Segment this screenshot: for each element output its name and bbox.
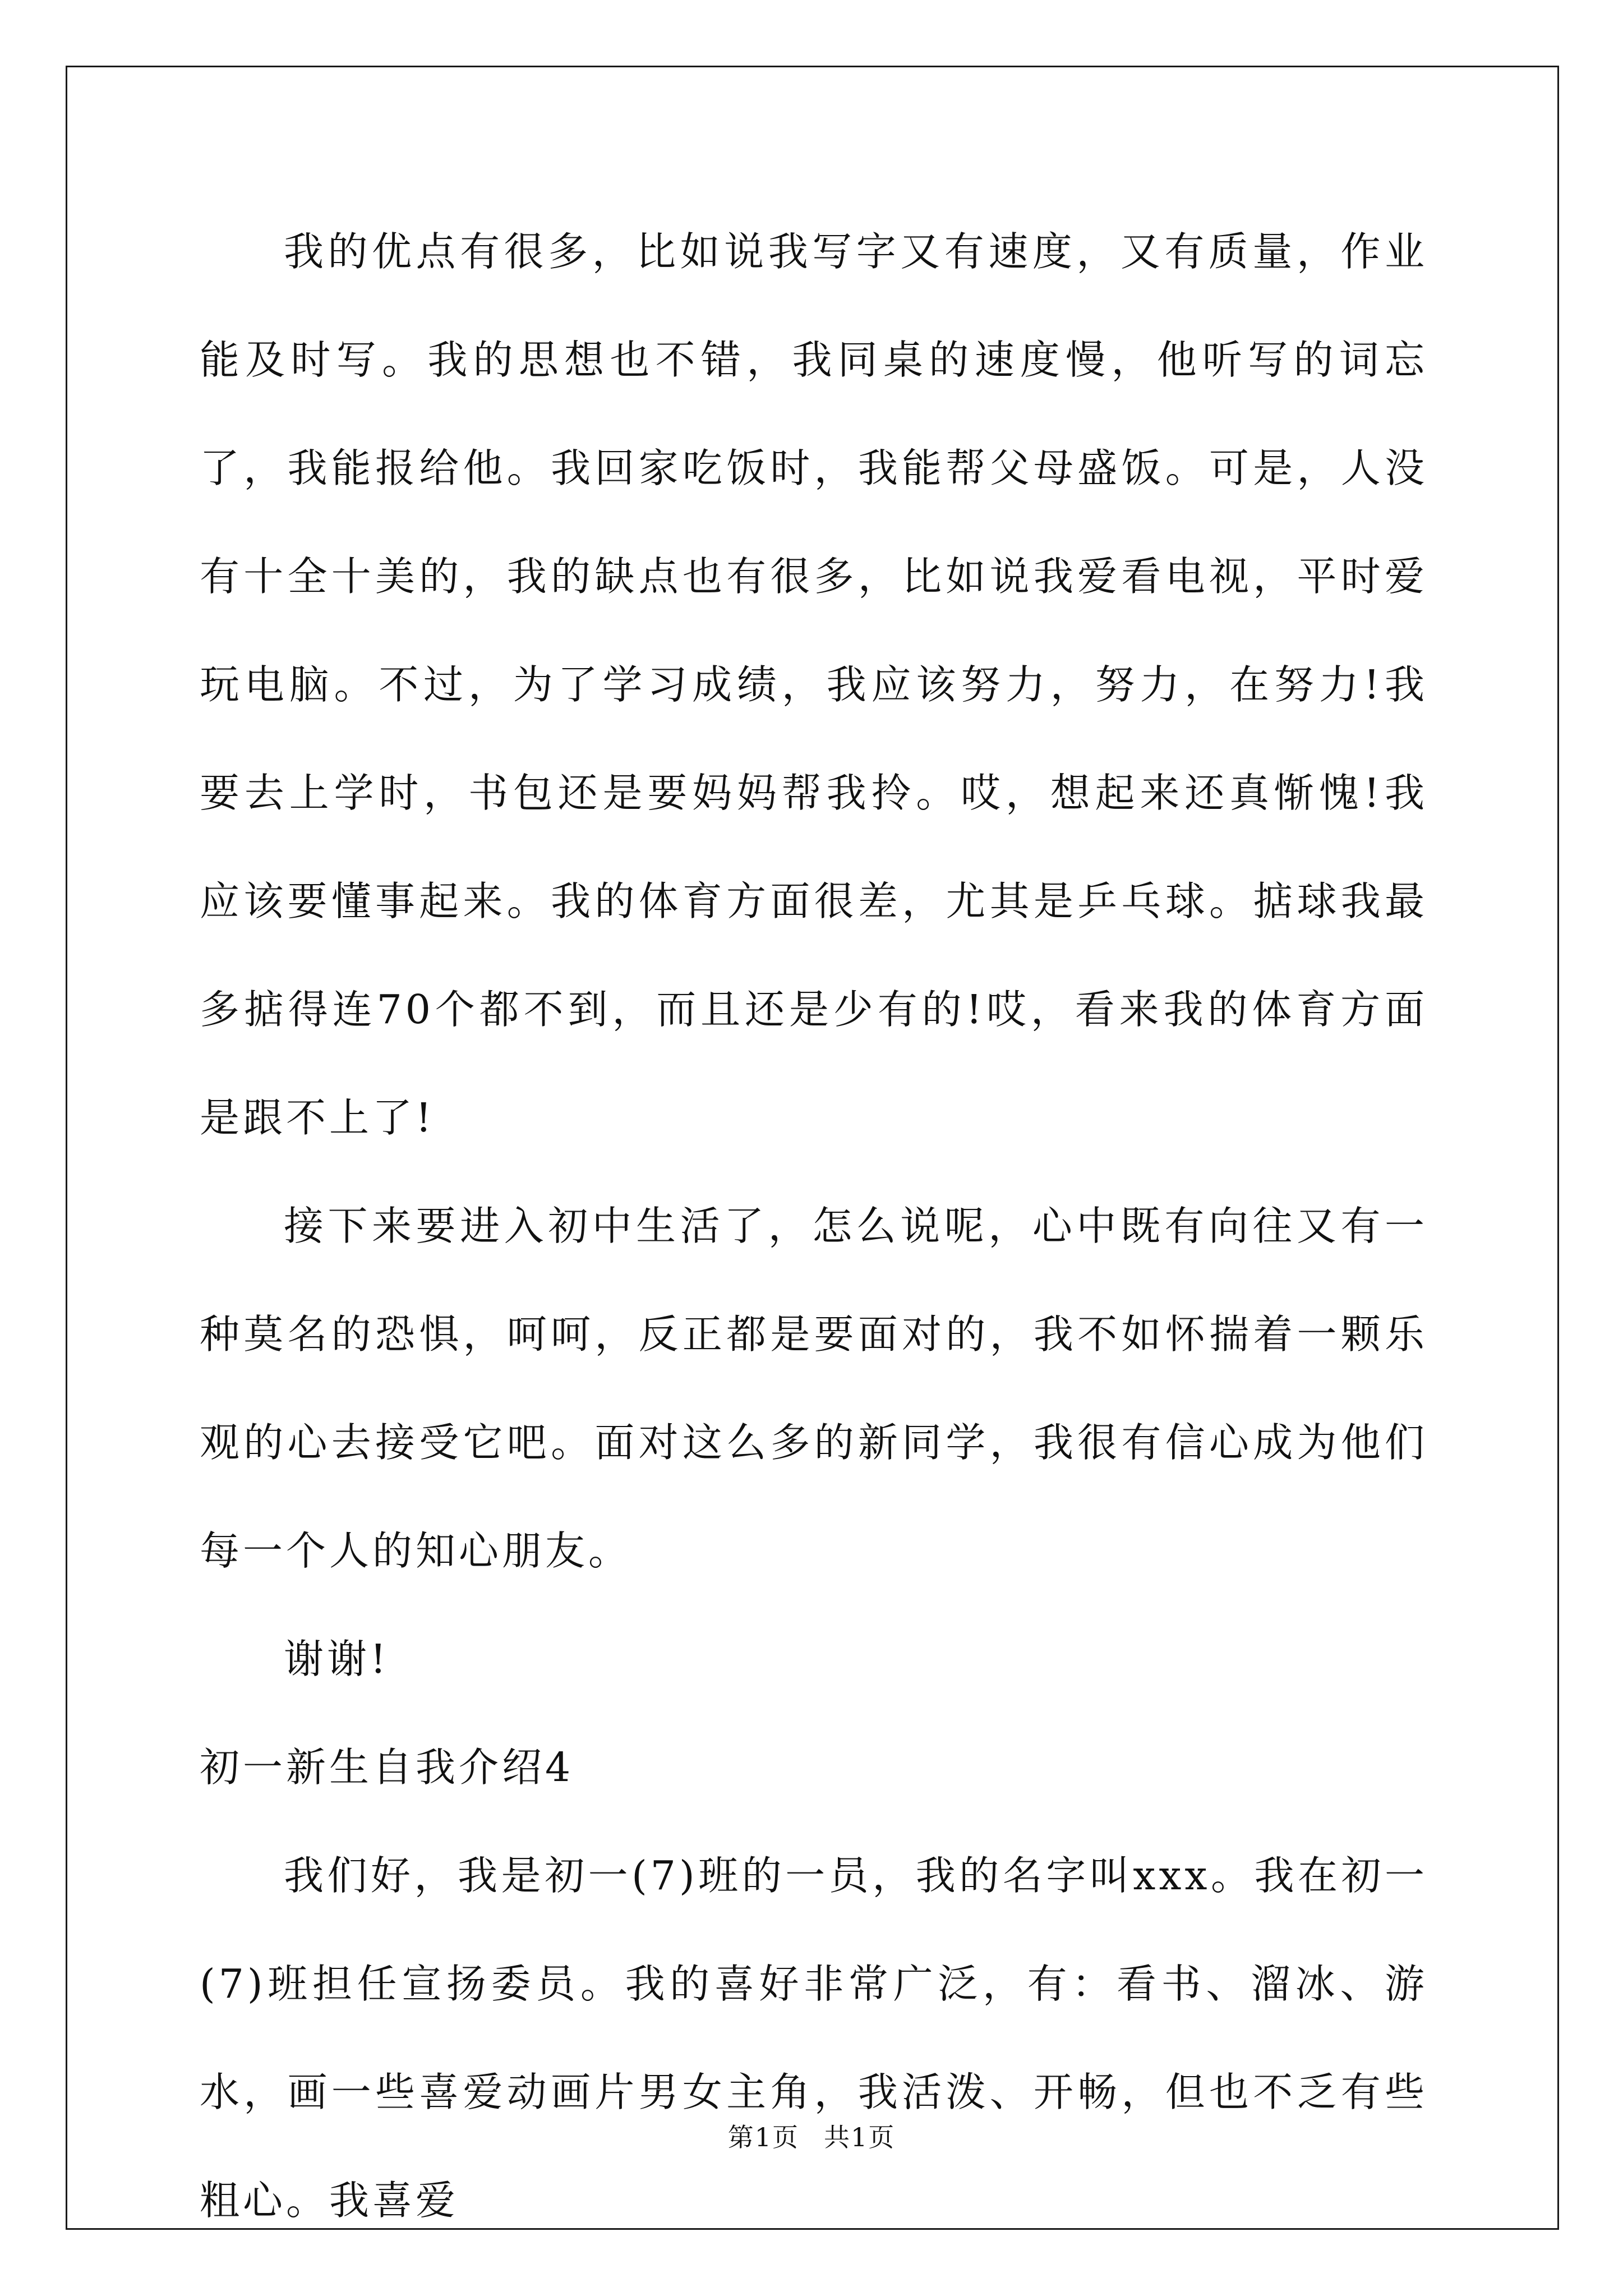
section-heading: 初一新生自我介绍4 xyxy=(200,1744,574,1791)
document-body xyxy=(200,197,1428,2254)
page-total: 共1页 xyxy=(824,2122,896,2152)
paragraph-strengths: 我的优点有很多，比如说我写字又有速度，又有质量，作业能及时写。我的思想也不错，我同桌的速度慢，他听写的词忘了，我能报给他。我回家吃饭时，我能帮父母盛饭。可是，人没有十全十美的，我的缺点也有很多，比如说我爱看电视，平时爱玩电脑。不过，为了学习成绩，我应该努力，努力，在努力!我要去上学时，书包还是要妈妈帮我拎。哎，想起来还真惭愧!我应该要懂事起来。我的体育方面很差，尤其是乒乓球。掂球我最多掂得连70个都不到，而且还是少有的!哎，看来我的体育方面是跟不上了! xyxy=(200,228,1428,1141)
paragraph-introduction: 我们好，我是初一(7)班的一员，我的名字叫xxx。我在初一(7)班担任宣扬委员。我的喜好非常广泛，有：看书、溜冰、游水，画一些喜爱动画片男女主角，我活泼、开畅，但也不乏有些粗心。我喜爱 xyxy=(200,1852,1428,2224)
page-number: 第1页 xyxy=(727,2122,799,2152)
paragraph-junior-high: 接下来要进入初中生活了，怎么说呢，心中既有向往又有一种莫名的恐惧，呵呵，反正都是要面对的，我不如怀揣着一颗乐观的心去接受它吧。面对这么多的新同学，我很有信心成为他们每一个人的知心朋友。 xyxy=(200,1203,1428,1574)
page-footer xyxy=(0,2120,1623,2154)
paragraph-thanks: 谢谢! xyxy=(284,1636,390,1682)
